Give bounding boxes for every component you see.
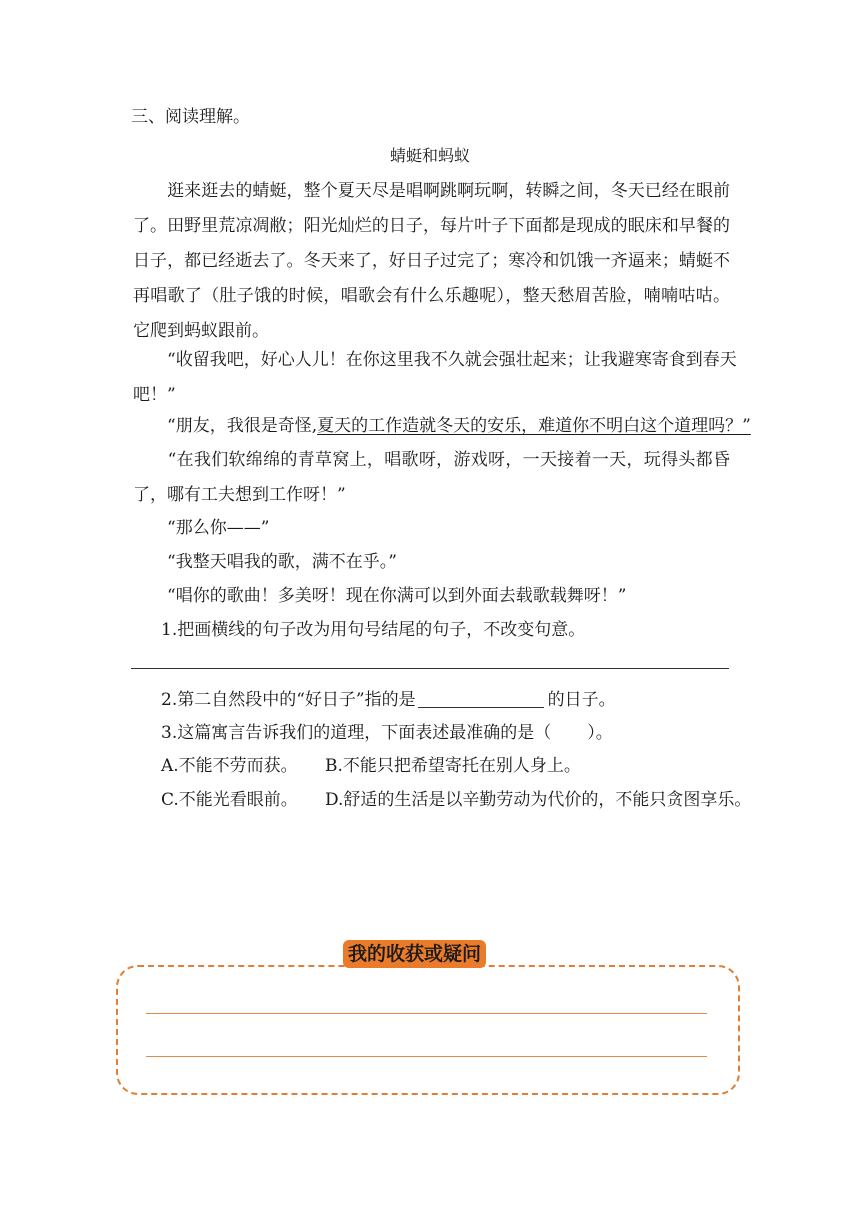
option-d: D.舒适的生活是以辛勤劳动为代价的，不能只贪图享乐。 bbox=[325, 790, 752, 810]
paragraph-line: “收留我吧，好心人儿！在你这里我不久就会强壮起来；让我避寒寄食到春天 bbox=[133, 350, 737, 370]
story-paragraph-6: “我整天唱我的歌，满不在乎。” bbox=[133, 552, 397, 572]
paragraph-line: 它爬到蚂蚁跟前。 bbox=[133, 321, 269, 341]
paragraph-line: “在我们软绵绵的青草窝上，唱歌呀，游戏呀，一天接着一天，玩得头都昏 bbox=[133, 450, 730, 470]
answer-line[interactable] bbox=[131, 668, 729, 669]
option-b: B.不能只把希望寄托在别人身上。 bbox=[325, 756, 581, 776]
paragraph-line: 了，哪有工夫想到工作呀！” bbox=[133, 485, 346, 505]
paragraph-line: 逛来逛去的蜻蜓，整个夏天尽是唱啊跳啊玩啊，转瞬之间，冬天已经在眼前 bbox=[133, 181, 730, 201]
question-1: 1.把画横线的句子改为用句号结尾的句子，不改变句意。 bbox=[161, 620, 586, 640]
question-3-suffix: ）。 bbox=[587, 723, 613, 743]
story-paragraph-2 bbox=[133, 343, 737, 413]
writing-line[interactable] bbox=[146, 1056, 707, 1057]
story-paragraph-4 bbox=[133, 443, 730, 513]
question-2 bbox=[161, 683, 616, 718]
paragraph-line bbox=[133, 409, 751, 444]
story-paragraph-7: “唱你的歌曲！多美呀！现在你满可以到外面去载歌载舞呀！” bbox=[133, 586, 627, 606]
paragraph-text: “朋友，我很是奇怪, bbox=[133, 416, 318, 436]
paragraph-line: 了。田野里荒凉凋敝；阳光灿烂的日子，每片叶子下面都是现成的眠床和早餐的 bbox=[133, 216, 730, 236]
option-a: A.不能不劳而获。 bbox=[161, 756, 298, 776]
fill-in-blank[interactable] bbox=[418, 687, 544, 708]
question-3 bbox=[161, 716, 613, 751]
paragraph-line: 再唱歌了（肚子饿的时候，唱歌会有什么乐趣呢），整天愁眉苦脸，喃喃咕咕。 bbox=[133, 286, 730, 306]
story-title: 蜻蜓和蚂蚁 bbox=[389, 146, 470, 165]
harvest-box bbox=[116, 965, 740, 1095]
paragraph-line: 日子，都已经逝去了。冬天来了，好日子过完了；寒冷和饥饿一齐逼来；蜻蜓不 bbox=[133, 251, 730, 271]
story-paragraph-1 bbox=[133, 174, 730, 349]
story-paragraph-5: “那么你——” bbox=[133, 518, 270, 538]
question-3-prefix: 3.这篇寓言告诉我们的道理，下面表述最准确的是（ bbox=[161, 723, 552, 743]
option-c: C.不能光看眼前。 bbox=[161, 790, 298, 810]
paragraph-line: 吧！” bbox=[133, 385, 176, 405]
underlined-sentence: 夏天的工作造就冬天的安乐，难道你不明白这个道理吗？” bbox=[317, 416, 751, 436]
harvest-title: 我的收获或疑问 bbox=[343, 940, 486, 968]
question-2-prefix: 2.第二自然段中的“好日子”指的是 bbox=[161, 690, 416, 710]
section-heading: 三、阅读理解。 bbox=[131, 107, 250, 127]
question-2-suffix: 的日子。 bbox=[547, 690, 616, 710]
story-paragraph-3 bbox=[133, 409, 751, 444]
writing-line[interactable] bbox=[146, 1013, 707, 1014]
